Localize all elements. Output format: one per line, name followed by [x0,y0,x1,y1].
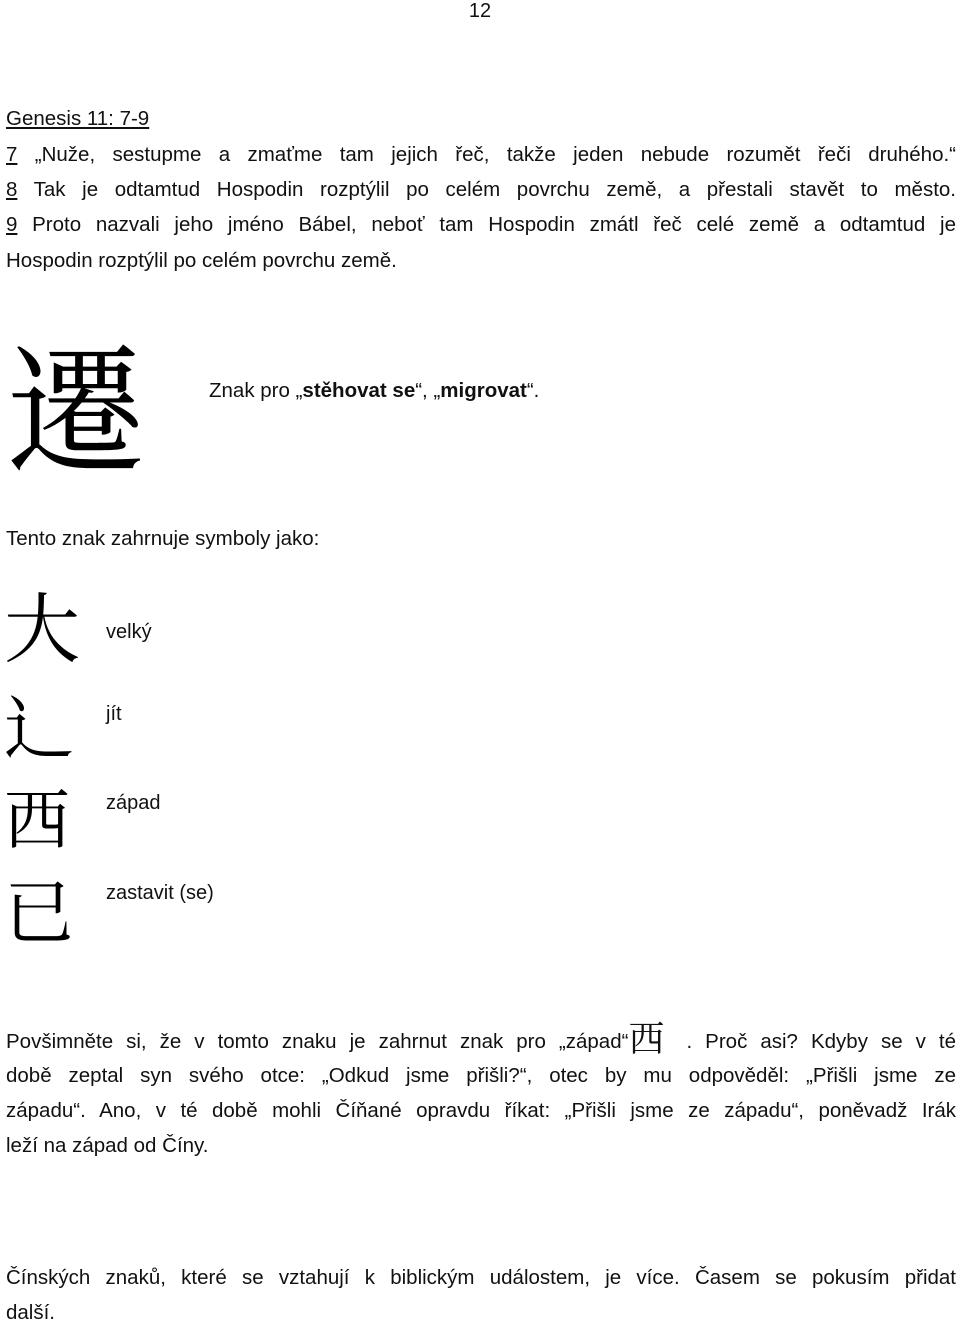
verse-9-continued: Hospodin rozptýlil po celém povrchu země. [6,249,397,272]
passage-reference-link: Genesis 11: 7-9 [6,107,150,130]
verse-9-text: Proto nazvali jeho jméno Bábel, neboť tam Hospodin zmátl řeč celé země a odtamtud je [17,213,956,236]
component-character-yi: 已 [4,872,74,954]
component-label-zapad: západ [106,792,161,814]
verse-9-number: 9 [6,213,18,236]
component-character-xi: 西 [4,782,70,859]
verse-8-number: 8 [6,178,18,201]
paragraph-2-line-1: Čínských znaků, které se vztahují k biblickým událostem, je více. Časem se pokusím přidat [6,1266,956,1289]
paragraph-1-line-3: západu“. Ano, v té době mohli Číňané opravdu říkat: „Přišli jsme ze západu“, poněvadž Irák [6,1099,956,1122]
paragraph-2-line-2: další. [6,1301,55,1324]
component-character-chuo: 辶 [4,688,74,770]
paragraph-1-line-2: době zeptal syn svého otce: „Odkud jsme přišli?“, otec by mu odpověděl: „Přišli jsme ze [6,1064,956,1087]
verse-8-text: Tak je odtamtud Hospodin rozptýlil po celém povrchu země, a přestali stavět to město. [17,178,956,201]
components-intro: Tento znak zahrnuje symboly jako: [6,527,320,550]
passage-reference [6,106,956,132]
caption-bold-1: stěhovat se [302,379,416,402]
paragraph-1-line-4: leží na západ od Číny. [6,1134,209,1157]
inline-character-xi: 西 [628,1019,665,1060]
verse-7-text: „Nuže, sestupme a zmaťme tam jejich řeč, takže jeden nebude rozumět řeči druhého.“ [17,143,956,166]
verse-7 [6,142,956,168]
component-label-zastavit: zastavit (se) [106,882,214,904]
caption-bold-2: migrovat [440,379,527,402]
main-character-qian: 遷 [6,332,147,495]
main-character-caption: Znak pro „stěhovat se“, „migrovat“. [209,379,540,402]
verse-9 [6,212,956,238]
page-number: 12 [468,0,492,22]
paragraph-1-line-1: Povšimněte si, že v tomto znaku je zahrnut znak pro „západ“西 . Proč asi? Kdyby se v té [6,1019,956,1060]
verse-7-number: 7 [6,143,18,166]
component-label-jit: jít [106,703,122,725]
component-character-da: 大 [4,585,80,674]
verse-8 [6,177,956,203]
component-label-velky: velký [106,621,152,643]
